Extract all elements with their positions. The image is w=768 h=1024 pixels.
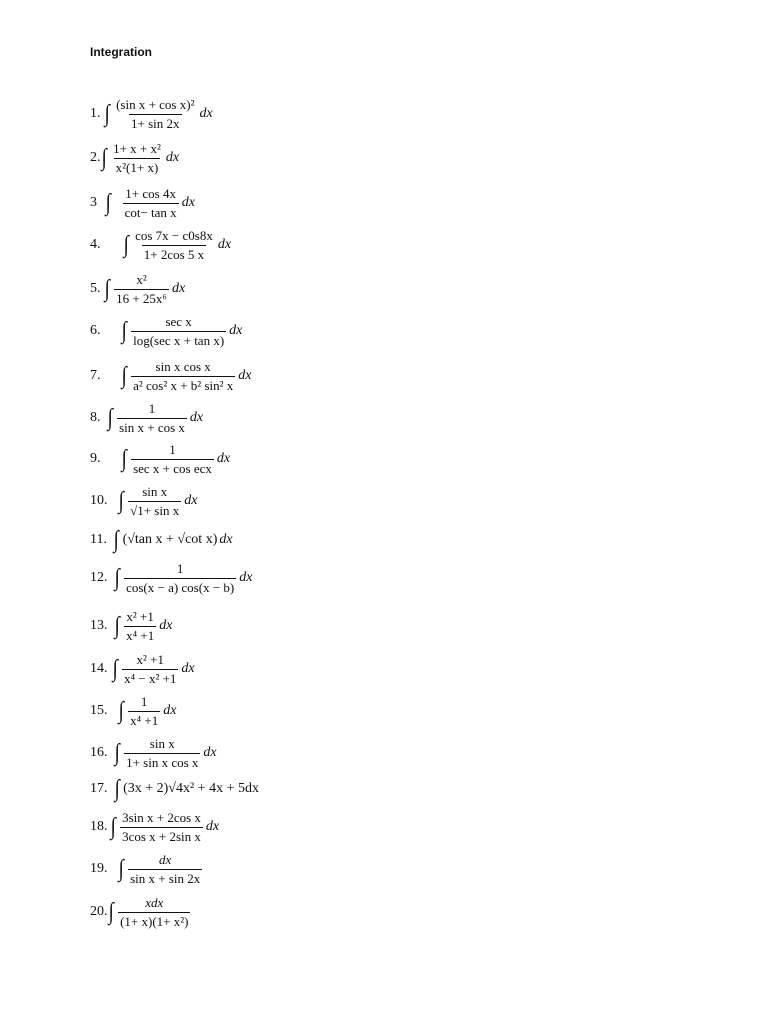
integral-sign: ∫	[104, 276, 110, 302]
denominator: 3cos x + 2sin x	[122, 828, 201, 844]
numerator: 1+ cos 4x	[125, 185, 176, 201]
problem-8	[90, 396, 203, 440]
numerator: 1+ x + x²	[113, 140, 161, 156]
differential: dx	[203, 745, 217, 760]
problem-number: 10.	[90, 493, 108, 508]
problem-2	[90, 136, 179, 180]
problem-number: 5.	[90, 281, 101, 296]
differential: dx	[171, 281, 186, 296]
integral-sign: ∫	[118, 856, 124, 882]
denominator: sin x + sin 2x	[130, 870, 201, 886]
integral-sign: ∫	[118, 698, 124, 724]
problem-20	[90, 890, 191, 934]
denominator: 1+ 2cos 5 x	[143, 246, 205, 262]
problem-18	[90, 805, 219, 849]
integral-sign: ∫	[121, 363, 127, 389]
differential: dx	[165, 150, 180, 165]
problem-15	[90, 689, 176, 733]
problem-number: 13.	[90, 618, 108, 633]
integral-sign: ∫	[107, 405, 113, 431]
fraction	[114, 272, 169, 307]
page-title: Integration	[90, 45, 152, 59]
numerator: sin x	[149, 735, 175, 751]
integral-sign: ∫	[123, 232, 129, 258]
integral-sign: ∫	[101, 145, 107, 171]
differential: dx	[181, 195, 195, 210]
fraction	[118, 895, 190, 930]
numerator: 1	[169, 441, 176, 457]
denominator: cos(x − a) cos(x − b)	[126, 579, 235, 595]
fraction	[131, 359, 235, 394]
differential: dx	[163, 703, 177, 718]
denominator: 1+ sin x cos x	[126, 754, 199, 770]
fraction	[114, 97, 196, 132]
numerator: x²	[136, 271, 147, 287]
denominator: √1+ sin x	[130, 502, 180, 518]
differential: dx	[216, 451, 231, 466]
fraction	[111, 141, 163, 176]
problem-number: 4.	[90, 237, 101, 252]
numerator: sin x cos x	[155, 358, 211, 374]
denominator: cot− tan x	[124, 204, 177, 220]
differential: dx	[229, 323, 243, 338]
denominator: x²(1+ x)	[115, 159, 159, 175]
problem-number: 19.	[90, 861, 108, 876]
denominator: (1+ x)(1+ x²)	[120, 913, 189, 929]
problem-13	[90, 604, 172, 648]
problem-number: 14.	[90, 661, 108, 676]
problem-number: 1.	[90, 106, 101, 121]
differential: dx	[238, 368, 252, 383]
integral-sign: ∫	[105, 190, 111, 216]
problem-number: 11.	[90, 532, 107, 547]
numerator: dx	[159, 851, 172, 867]
differential: dx	[159, 618, 173, 633]
denominator: a² cos² x + b² sin² x	[133, 377, 234, 393]
numerator: (sin x + cos x)²	[116, 96, 195, 112]
integral-sign: ∫	[110, 814, 116, 840]
problem-6	[90, 309, 242, 353]
fraction	[131, 314, 226, 349]
integral-sign: ∫	[108, 899, 114, 925]
denominator: sec x + cos ecx	[133, 460, 212, 476]
integral-sign: ∫	[118, 488, 124, 514]
integral-sign: ∫	[114, 565, 120, 591]
problem-10	[90, 479, 197, 523]
fraction	[122, 652, 178, 687]
numerator: x² +1	[126, 608, 154, 624]
integrand-expression: (√tan x + √cot x)	[122, 532, 218, 547]
problem-number: 18.	[90, 819, 108, 834]
integral-sign: ∫	[114, 776, 120, 802]
numerator: 3sin x + 2cos x	[122, 809, 201, 825]
problem-number: 9.	[90, 451, 101, 466]
fraction	[123, 186, 179, 221]
problem-number: 17.	[90, 781, 108, 796]
problem-19	[90, 847, 203, 891]
differential: dx	[181, 661, 195, 676]
integral-sign: ∫	[121, 446, 127, 472]
denominator: sin x + cos x	[119, 419, 185, 435]
integral-sign: ∫	[114, 740, 120, 766]
problem-number: 3	[90, 195, 97, 210]
fraction	[124, 736, 200, 771]
differential: dx	[189, 410, 204, 425]
denominator: x⁴ +1	[126, 627, 155, 643]
fraction	[133, 228, 215, 263]
fraction	[131, 442, 214, 477]
problem-12	[90, 556, 252, 600]
integral-sign: ∫	[112, 656, 118, 682]
fraction	[124, 609, 156, 644]
problem-4	[90, 223, 231, 267]
fraction	[128, 694, 160, 729]
integral-sign: ∫	[113, 527, 119, 553]
problem-number: 16.	[90, 745, 108, 760]
fraction	[117, 401, 187, 436]
numerator: xdx	[145, 894, 164, 910]
numerator: x² +1	[136, 651, 164, 667]
numerator: 1	[148, 400, 156, 416]
denominator: x⁴ +1	[130, 712, 159, 728]
fraction	[128, 852, 202, 887]
numerator: 1	[140, 693, 148, 709]
numerator: cos 7x − c0s8x	[135, 227, 213, 243]
problem-14	[90, 647, 195, 691]
integral-sign: ∫	[121, 318, 127, 344]
integral-sign: ∫	[104, 101, 110, 127]
integrand-expression: (3x + 2)√4x² + 4x + 5dx	[123, 781, 259, 796]
problem-number: 2.	[90, 150, 101, 165]
differential: dx	[239, 570, 253, 585]
fraction	[128, 484, 181, 519]
denominator: log(sec x + tan x)	[133, 332, 225, 348]
differential: dx	[217, 237, 232, 252]
numerator: 1	[176, 560, 184, 576]
denominator: 16 + 25x⁶	[116, 290, 167, 306]
differential: dx	[205, 819, 220, 834]
problem-number: 7.	[90, 368, 101, 383]
problem-number: 8.	[90, 410, 101, 425]
problem-number: 12.	[90, 570, 108, 585]
problem-3	[90, 181, 195, 225]
denominator: x⁴ − x² +1	[124, 670, 177, 686]
problem-9	[90, 437, 230, 481]
differential: dx	[199, 106, 213, 121]
fraction	[124, 561, 236, 596]
numerator: sin x	[142, 483, 168, 499]
problem-7	[90, 354, 252, 398]
problem-1	[90, 92, 213, 136]
problem-number: 20.	[90, 904, 108, 919]
fraction	[120, 810, 203, 845]
problem-number: 6.	[90, 323, 101, 338]
problem-5	[90, 267, 185, 311]
differential: dx	[219, 532, 233, 547]
problem-number: 15.	[90, 703, 108, 718]
numerator: sec x	[165, 313, 192, 329]
integral-sign: ∫	[114, 613, 120, 639]
differential: dx	[184, 493, 198, 508]
denominator: 1+ sin 2x	[131, 115, 180, 131]
